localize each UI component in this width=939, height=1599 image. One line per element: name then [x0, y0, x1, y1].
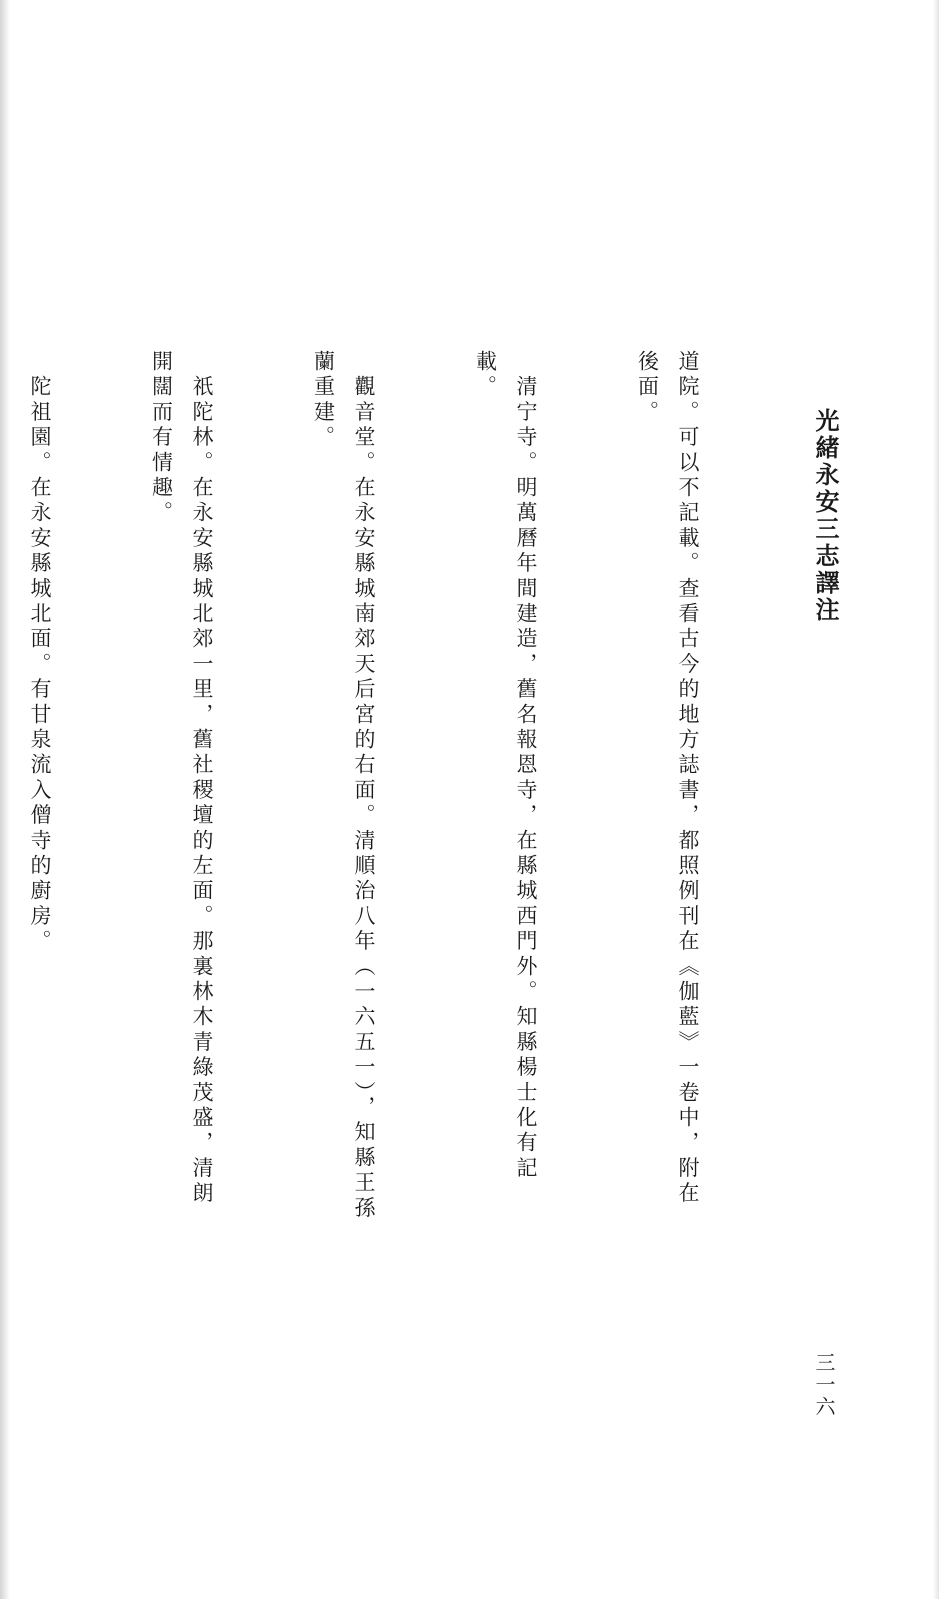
entry-tuozu-garden: 陀祖園。在永安縣城北面。有甘泉流入僧寺的廚房。 [28, 350, 52, 955]
entry-guanyin-hall: 觀音堂。在永安縣城南郊天后宮的右面。清順治八年（一六五一），知縣王孫蘭重建。 [311, 350, 376, 1222]
page-right-edge-shadow [933, 0, 939, 1599]
entry-qingning-temple: 清宁寺。明萬曆年間建造，舊名報恩寺，在縣城西門外。知縣楊士化有記載。 [473, 350, 538, 1182]
running-title: 光緒永安三志譯注 [811, 408, 840, 624]
page-number: 三一六 [812, 1352, 836, 1418]
entry-qituo-forest: 祇陀林。在永安縣城北郊一里，舊社稷壇的左面。那裏林木青綠茂盛，清朗開闊而有情趣。 [149, 350, 214, 1207]
text-column-continuation: 道院。可以不記載。查看古今的地方誌書，都照例刊在《伽藍》一卷中，附在後面。 [635, 350, 700, 1207]
body-text [28, 350, 789, 1230]
